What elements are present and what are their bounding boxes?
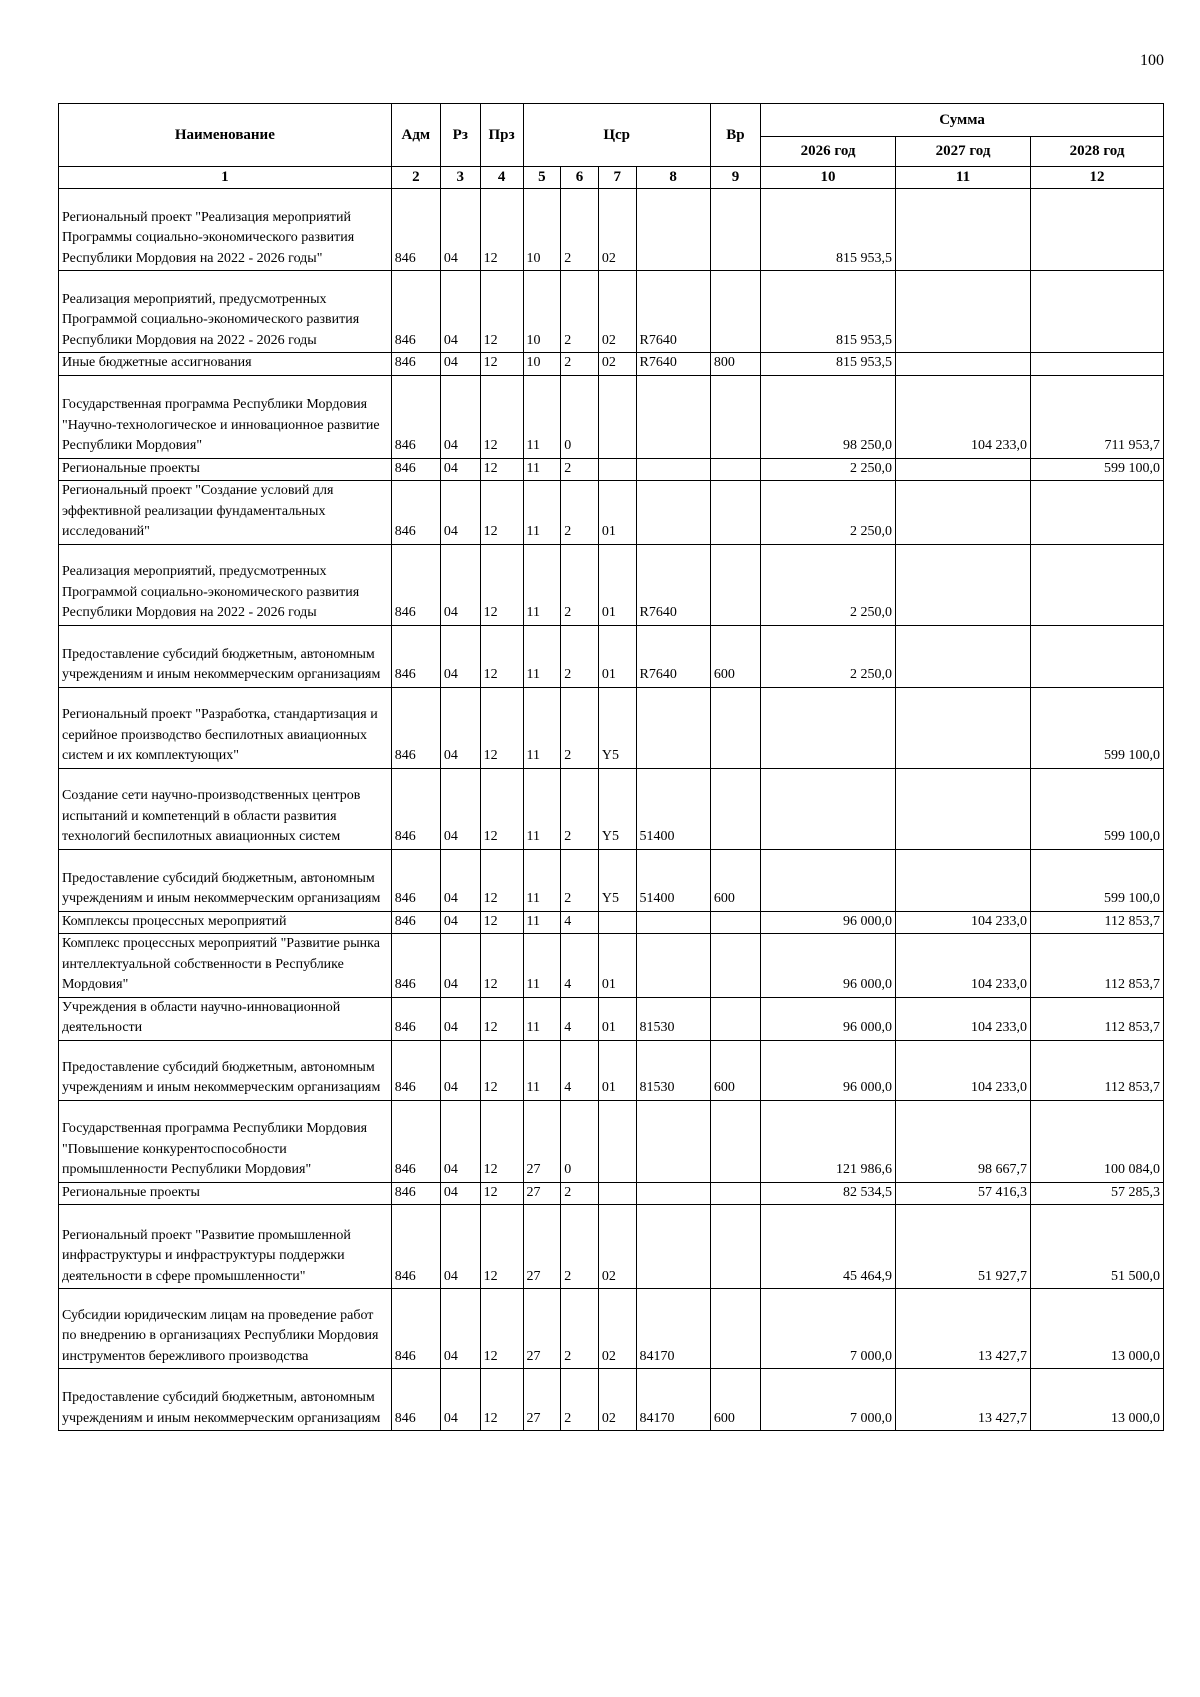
row-csr-direction: 51400: [636, 768, 710, 849]
row-csr-program: 11: [523, 625, 561, 687]
row-csr-program: 27: [523, 1369, 561, 1431]
row-adm: 846: [391, 768, 440, 849]
row-sum-2026: 82 534,5: [761, 1182, 896, 1205]
row-sum-2026: 815 953,5: [761, 353, 896, 376]
table-row: [59, 458, 1164, 481]
row-rz: 04: [440, 458, 480, 481]
row-sum-2028: [1031, 353, 1164, 376]
row-sum-2026: [761, 849, 896, 911]
row-csr-program: 10: [523, 189, 561, 271]
row-vr: [710, 1100, 760, 1182]
row-csr-program: 11: [523, 375, 561, 458]
row-csr-type: 2: [561, 189, 599, 271]
row-name: Государственная программа Республики Мордовия "Научно-технологическое и инновационное развитие Республики Мордовия": [59, 375, 392, 458]
row-vr: [710, 1205, 760, 1289]
header-year-2027: 2027 год: [896, 137, 1031, 167]
row-csr-type: 2: [561, 687, 599, 768]
header-csr: Цср: [523, 104, 710, 167]
column-number: 3: [440, 167, 480, 189]
row-name: Региональные проекты: [59, 1182, 392, 1205]
row-csr-type: 2: [561, 768, 599, 849]
row-sum-2028: 51 500,0: [1031, 1205, 1164, 1289]
header-rz: Рз: [440, 104, 480, 167]
table-row: [59, 189, 1164, 271]
row-csr-program: 10: [523, 271, 561, 353]
row-csr-program: 27: [523, 1182, 561, 1205]
row-csr-type: 4: [561, 911, 599, 934]
row-sum-2027: 104 233,0: [896, 1040, 1031, 1100]
row-sum-2027: [896, 189, 1031, 271]
row-name: Предоставление субсидий бюджетным, автономным учреждениям и иным некоммерческим организациям: [59, 625, 392, 687]
row-csr-direction: 81530: [636, 997, 710, 1040]
row-vr: [710, 997, 760, 1040]
row-prz: 12: [480, 481, 523, 545]
row-sum-2027: 13 427,7: [896, 1369, 1031, 1431]
row-sum-2026: 815 953,5: [761, 271, 896, 353]
row-adm: 846: [391, 1182, 440, 1205]
row-sum-2028: [1031, 271, 1164, 353]
row-csr-project: Y5: [598, 768, 636, 849]
row-csr-direction: 84170: [636, 1369, 710, 1431]
row-sum-2026: 96 000,0: [761, 934, 896, 998]
row-rz: 04: [440, 1369, 480, 1431]
row-name: Учреждения в области научно-инновационной деятельности: [59, 997, 392, 1040]
column-number: 9: [710, 167, 760, 189]
row-vr: [710, 768, 760, 849]
row-sum-2027: 104 233,0: [896, 934, 1031, 998]
header-sum: Сумма: [761, 104, 1164, 137]
row-rz: 04: [440, 1289, 480, 1369]
row-sum-2026: 7 000,0: [761, 1289, 896, 1369]
column-number: 1: [59, 167, 392, 189]
row-csr-project: 01: [598, 934, 636, 998]
row-rz: 04: [440, 849, 480, 911]
row-csr-program: 10: [523, 353, 561, 376]
column-number: 10: [761, 167, 896, 189]
row-sum-2026: 815 953,5: [761, 189, 896, 271]
row-sum-2028: [1031, 625, 1164, 687]
row-csr-direction: [636, 911, 710, 934]
row-prz: 12: [480, 1182, 523, 1205]
table-row: [59, 1040, 1164, 1100]
table-row: [59, 911, 1164, 934]
row-prz: 12: [480, 353, 523, 376]
row-sum-2027: 104 233,0: [896, 375, 1031, 458]
row-csr-project: [598, 1182, 636, 1205]
column-number: 11: [896, 167, 1031, 189]
row-vr: [710, 1182, 760, 1205]
row-rz: 04: [440, 189, 480, 271]
row-csr-program: 11: [523, 481, 561, 545]
row-csr-program: 27: [523, 1289, 561, 1369]
row-sum-2026: 2 250,0: [761, 481, 896, 545]
row-sum-2028: [1031, 544, 1164, 625]
row-adm: 846: [391, 544, 440, 625]
column-number: 12: [1031, 167, 1164, 189]
row-rz: 04: [440, 625, 480, 687]
row-sum-2028: [1031, 189, 1164, 271]
row-name: Предоставление субсидий бюджетным, автономным учреждениям и иным некоммерческим организациям: [59, 1040, 392, 1100]
column-number: 7: [598, 167, 636, 189]
row-rz: 04: [440, 481, 480, 545]
row-sum-2027: [896, 687, 1031, 768]
row-csr-type: 4: [561, 1040, 599, 1100]
column-number: 8: [636, 167, 710, 189]
row-csr-project: 02: [598, 1369, 636, 1431]
row-prz: 12: [480, 189, 523, 271]
row-rz: 04: [440, 353, 480, 376]
row-adm: 846: [391, 1040, 440, 1100]
table-row: [59, 1369, 1164, 1431]
table-row: [59, 687, 1164, 768]
row-sum-2026: 2 250,0: [761, 458, 896, 481]
row-adm: 846: [391, 353, 440, 376]
row-name: Иные бюджетные ассигнования: [59, 353, 392, 376]
row-sum-2027: [896, 768, 1031, 849]
row-sum-2028: 112 853,7: [1031, 1040, 1164, 1100]
row-prz: 12: [480, 1289, 523, 1369]
row-sum-2026: 7 000,0: [761, 1369, 896, 1431]
row-csr-type: 2: [561, 271, 599, 353]
row-sum-2026: 98 250,0: [761, 375, 896, 458]
row-sum-2028: 599 100,0: [1031, 687, 1164, 768]
row-sum-2027: 98 667,7: [896, 1100, 1031, 1182]
row-csr-program: 11: [523, 911, 561, 934]
row-rz: 04: [440, 997, 480, 1040]
row-csr-type: 2: [561, 1182, 599, 1205]
row-adm: 846: [391, 625, 440, 687]
row-csr-project: 02: [598, 353, 636, 376]
row-adm: 846: [391, 849, 440, 911]
row-prz: 12: [480, 271, 523, 353]
row-sum-2028: 13 000,0: [1031, 1289, 1164, 1369]
row-sum-2028: 599 100,0: [1031, 768, 1164, 849]
row-adm: 846: [391, 934, 440, 998]
row-name: Комплекс процессных мероприятий "Развитие рынка интеллектуальной собственности в Республике Мордовия": [59, 934, 392, 998]
row-rz: 04: [440, 375, 480, 458]
row-csr-project: [598, 1100, 636, 1182]
row-csr-direction: [636, 687, 710, 768]
row-csr-program: 27: [523, 1205, 561, 1289]
row-csr-direction: R7640: [636, 544, 710, 625]
row-csr-direction: R7640: [636, 625, 710, 687]
header-name: Наименование: [59, 104, 392, 167]
row-csr-direction: [636, 934, 710, 998]
row-sum-2027: [896, 849, 1031, 911]
row-adm: 846: [391, 687, 440, 768]
row-name: Создание сети научно-производственных центров испытаний и компетенций в области развития технологий беспилотных авиационных систем: [59, 768, 392, 849]
row-prz: 12: [480, 911, 523, 934]
row-sum-2027: 13 427,7: [896, 1289, 1031, 1369]
row-csr-direction: [636, 1205, 710, 1289]
row-csr-project: 01: [598, 997, 636, 1040]
table-row: [59, 1182, 1164, 1205]
row-name: Реализация мероприятий, предусмотренных Программой социально-экономического развития Республики Мордовия на 2022 - 2026 годы: [59, 544, 392, 625]
row-sum-2027: [896, 544, 1031, 625]
row-csr-type: 2: [561, 481, 599, 545]
row-sum-2026: [761, 768, 896, 849]
row-csr-direction: 51400: [636, 849, 710, 911]
row-name: Государственная программа Республики Мордовия "Повышение конкурентоспособности промышленности Республики Мордовия": [59, 1100, 392, 1182]
header-year-2026: 2026 год: [761, 137, 896, 167]
row-csr-direction: 81530: [636, 1040, 710, 1100]
row-csr-program: 11: [523, 934, 561, 998]
row-sum-2028: 112 853,7: [1031, 911, 1164, 934]
row-prz: 12: [480, 544, 523, 625]
row-sum-2028: 711 953,7: [1031, 375, 1164, 458]
row-csr-program: 11: [523, 687, 561, 768]
row-csr-project: 02: [598, 1289, 636, 1369]
row-csr-direction: [636, 189, 710, 271]
row-adm: 846: [391, 911, 440, 934]
column-number: 6: [561, 167, 599, 189]
row-prz: 12: [480, 1100, 523, 1182]
row-name: Региональный проект "Реализация мероприятий Программы социально-экономического развития Республики Мордовия на 2022 - 2026 годы": [59, 189, 392, 271]
row-prz: 12: [480, 458, 523, 481]
row-sum-2026: 121 986,6: [761, 1100, 896, 1182]
table-row: [59, 353, 1164, 376]
row-vr: [710, 1289, 760, 1369]
column-number: 5: [523, 167, 561, 189]
row-adm: 846: [391, 458, 440, 481]
row-adm: 846: [391, 189, 440, 271]
row-adm: 846: [391, 481, 440, 545]
row-csr-type: 2: [561, 1369, 599, 1431]
row-vr: [710, 375, 760, 458]
row-prz: 12: [480, 768, 523, 849]
row-adm: 846: [391, 271, 440, 353]
column-number: 4: [480, 167, 523, 189]
row-rz: 04: [440, 1205, 480, 1289]
page-number: 100: [1140, 52, 1164, 69]
row-csr-type: 2: [561, 1289, 599, 1369]
row-name: Комплексы процессных мероприятий: [59, 911, 392, 934]
row-vr: 600: [710, 849, 760, 911]
row-csr-type: 2: [561, 458, 599, 481]
row-name: Региональный проект "Разработка, стандартизация и серийное производство беспилотных авиационных систем и их комплектующих": [59, 687, 392, 768]
row-adm: 846: [391, 1369, 440, 1431]
column-number: 2: [391, 167, 440, 189]
header-year-2028: 2028 год: [1031, 137, 1164, 167]
row-csr-project: Y5: [598, 687, 636, 768]
row-vr: [710, 544, 760, 625]
row-csr-project: Y5: [598, 849, 636, 911]
row-sum-2027: [896, 458, 1031, 481]
table-row: [59, 1100, 1164, 1182]
row-csr-direction: [636, 481, 710, 545]
row-sum-2028: 112 853,7: [1031, 997, 1164, 1040]
row-name: Реализация мероприятий, предусмотренных Программой социально-экономического развития Республики Мордовия на 2022 - 2026 годы: [59, 271, 392, 353]
row-name: Предоставление субсидий бюджетным, автономным учреждениям и иным некоммерческим организациям: [59, 849, 392, 911]
table-row: [59, 375, 1164, 458]
row-vr: [710, 687, 760, 768]
table-row: [59, 1289, 1164, 1369]
header-adm: Адм: [391, 104, 440, 167]
row-prz: 12: [480, 687, 523, 768]
table-row: [59, 934, 1164, 998]
row-sum-2026: 96 000,0: [761, 1040, 896, 1100]
row-csr-direction: [636, 458, 710, 481]
row-sum-2027: 104 233,0: [896, 911, 1031, 934]
row-prz: 12: [480, 375, 523, 458]
row-csr-direction: [636, 375, 710, 458]
row-prz: 12: [480, 997, 523, 1040]
row-name: Субсидии юридическим лицам на проведение работ по внедрению в организациях Республики Мордовия инструментов бережливого производства: [59, 1289, 392, 1369]
row-adm: 846: [391, 1289, 440, 1369]
row-prz: 12: [480, 849, 523, 911]
row-rz: 04: [440, 1040, 480, 1100]
row-sum-2026: [761, 687, 896, 768]
row-csr-direction: 84170: [636, 1289, 710, 1369]
row-csr-project: [598, 375, 636, 458]
row-vr: 600: [710, 1040, 760, 1100]
row-csr-program: 11: [523, 997, 561, 1040]
row-sum-2026: 2 250,0: [761, 544, 896, 625]
row-rz: 04: [440, 911, 480, 934]
row-csr-type: 2: [561, 1205, 599, 1289]
row-csr-type: 0: [561, 1100, 599, 1182]
row-vr: [710, 481, 760, 545]
row-csr-project: [598, 911, 636, 934]
row-csr-type: 4: [561, 997, 599, 1040]
row-sum-2027: 51 927,7: [896, 1205, 1031, 1289]
header-vr: Вр: [710, 104, 760, 167]
row-sum-2027: [896, 271, 1031, 353]
row-sum-2028: 100 084,0: [1031, 1100, 1164, 1182]
row-csr-direction: R7640: [636, 353, 710, 376]
table-row: [59, 1205, 1164, 1289]
row-rz: 04: [440, 1182, 480, 1205]
row-csr-type: 2: [561, 544, 599, 625]
row-csr-type: 4: [561, 934, 599, 998]
row-csr-type: 2: [561, 625, 599, 687]
row-csr-project: 01: [598, 481, 636, 545]
row-sum-2027: 57 416,3: [896, 1182, 1031, 1205]
row-rz: 04: [440, 687, 480, 768]
row-csr-project: 01: [598, 1040, 636, 1100]
row-csr-program: 11: [523, 544, 561, 625]
row-sum-2028: 599 100,0: [1031, 458, 1164, 481]
row-sum-2028: 13 000,0: [1031, 1369, 1164, 1431]
row-csr-program: 11: [523, 1040, 561, 1100]
row-csr-program: 11: [523, 768, 561, 849]
row-vr: 800: [710, 353, 760, 376]
table-row: [59, 544, 1164, 625]
row-name: Предоставление субсидий бюджетным, автономным учреждениям и иным некоммерческим организациям: [59, 1369, 392, 1431]
row-csr-direction: R7640: [636, 271, 710, 353]
table-row: [59, 849, 1164, 911]
row-sum-2026: 45 464,9: [761, 1205, 896, 1289]
row-csr-project: 01: [598, 625, 636, 687]
row-sum-2028: [1031, 481, 1164, 545]
row-rz: 04: [440, 1100, 480, 1182]
row-csr-project: [598, 458, 636, 481]
table-row: [59, 997, 1164, 1040]
row-vr: [710, 911, 760, 934]
row-sum-2026: 96 000,0: [761, 997, 896, 1040]
row-vr: [710, 189, 760, 271]
row-sum-2027: [896, 625, 1031, 687]
row-csr-direction: [636, 1182, 710, 1205]
row-csr-program: 11: [523, 849, 561, 911]
budget-table: [58, 103, 1164, 1431]
row-vr: [710, 458, 760, 481]
table-row: [59, 625, 1164, 687]
row-adm: 846: [391, 1100, 440, 1182]
row-adm: 846: [391, 375, 440, 458]
row-csr-project: 02: [598, 1205, 636, 1289]
header-prz: Прз: [480, 104, 523, 167]
row-csr-type: 2: [561, 849, 599, 911]
row-rz: 04: [440, 768, 480, 849]
row-vr: 600: [710, 625, 760, 687]
row-prz: 12: [480, 625, 523, 687]
row-adm: 846: [391, 997, 440, 1040]
row-sum-2028: 599 100,0: [1031, 849, 1164, 911]
row-csr-direction: [636, 1100, 710, 1182]
row-prz: 12: [480, 1205, 523, 1289]
row-csr-program: 27: [523, 1100, 561, 1182]
row-name: Региональный проект "Создание условий для эффективной реализации фундаментальных исследований": [59, 481, 392, 545]
row-prz: 12: [480, 934, 523, 998]
row-vr: [710, 934, 760, 998]
row-sum-2027: 104 233,0: [896, 997, 1031, 1040]
row-csr-type: 2: [561, 353, 599, 376]
row-sum-2028: 57 285,3: [1031, 1182, 1164, 1205]
row-rz: 04: [440, 934, 480, 998]
row-sum-2027: [896, 353, 1031, 376]
row-name: Региональный проект "Развитие промышленной инфраструктуры и инфраструктуры поддержки деятельности в сфере промышленности": [59, 1205, 392, 1289]
row-vr: [710, 271, 760, 353]
row-prz: 12: [480, 1369, 523, 1431]
row-csr-project: 01: [598, 544, 636, 625]
row-name: Региональные проекты: [59, 458, 392, 481]
row-sum-2027: [896, 481, 1031, 545]
table-row: [59, 271, 1164, 353]
row-adm: 846: [391, 1205, 440, 1289]
table-row: [59, 768, 1164, 849]
row-sum-2026: 96 000,0: [761, 911, 896, 934]
row-sum-2028: 112 853,7: [1031, 934, 1164, 998]
table-row: [59, 481, 1164, 545]
row-vr: 600: [710, 1369, 760, 1431]
row-csr-project: 02: [598, 271, 636, 353]
row-csr-program: 11: [523, 458, 561, 481]
row-rz: 04: [440, 271, 480, 353]
row-csr-project: 02: [598, 189, 636, 271]
row-csr-type: 0: [561, 375, 599, 458]
row-rz: 04: [440, 544, 480, 625]
row-sum-2026: 2 250,0: [761, 625, 896, 687]
row-prz: 12: [480, 1040, 523, 1100]
